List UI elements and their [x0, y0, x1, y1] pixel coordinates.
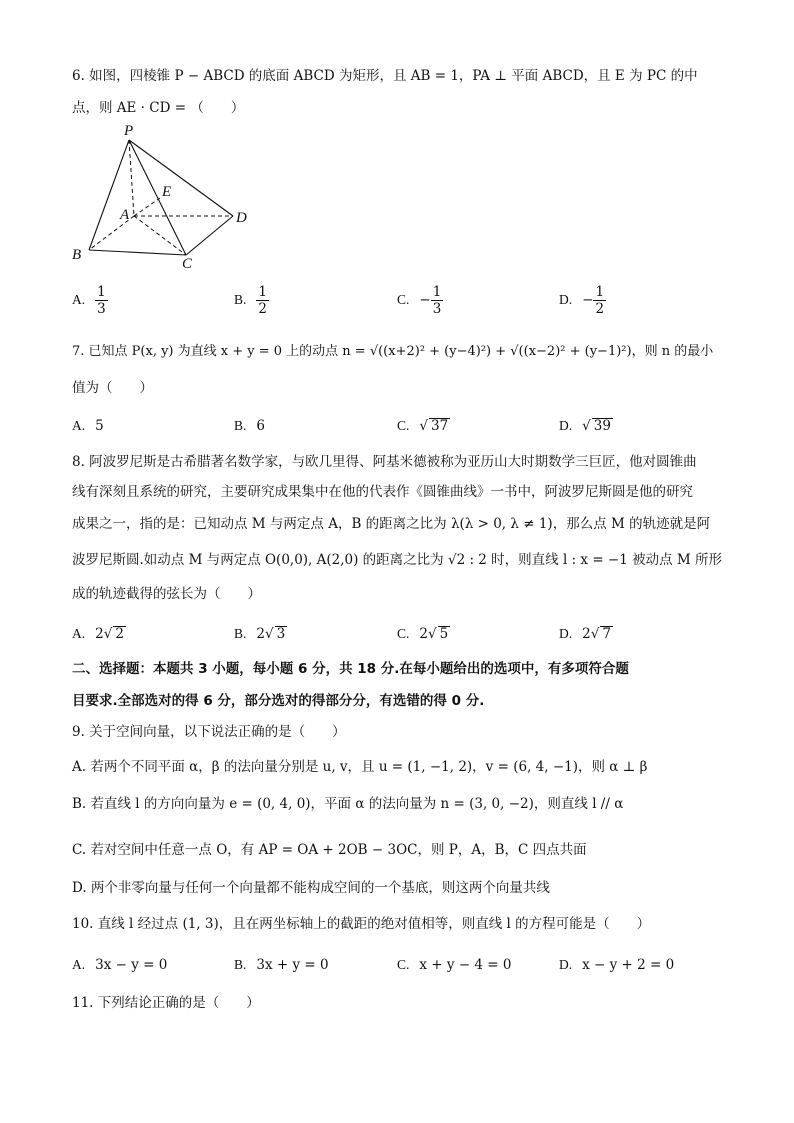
q6-stem-line1: 6. 如图，四棱锥 P − ABCD 的底面 ABCD 为矩形，且 AB = 1，PA ⊥ 平面 ABCD，且 E 为 PC 的中 [72, 68, 698, 84]
edge-PA [129, 140, 134, 216]
q6-options [72, 280, 732, 320]
q6-stem-line2: 点，则 AE · CD = （ ） [72, 100, 245, 116]
q7-stem-line2: 值为（ ） [72, 380, 153, 396]
edge-CD [186, 216, 233, 255]
q8-stem-line5: 成的轨迹截得的弦长为（ ） [72, 586, 261, 602]
q7-options [72, 406, 732, 446]
q9-option-d[interactable]: D. 两个非零向量与任何一个向量都不能构成空间的一个基底，则这两个向量共线 [72, 880, 550, 896]
q6-option-c[interactable]: C. − $\frac{1}{3}$ [397, 283, 442, 317]
sqrt-icon: √ [427, 626, 437, 642]
sqrt-icon: √ [582, 418, 591, 434]
q7-option-a[interactable]: A. 5 [72, 418, 104, 434]
q7-stem-line1: 7. 已知点 P(x, y) 为直线 x + y = 0 上的动点 n = √((x+2)² + (y−4)²) + √((x−2)² + (y−1)²)，则 n 的最小 [72, 344, 714, 359]
q9-option-a[interactable]: A. 若两个不同平面 α，β 的法向量分别是 u, v，且 u = (1, −1, 2)，v = (6, 4, −1)，则 α ⊥ β [72, 759, 648, 775]
q9-option-c[interactable]: C. 若对空间中任意一点 O，有 AP = OA + 2OB − 3OC，则 P，A，B，C 四点共面 [72, 842, 587, 858]
q6-option-d[interactable]: D. − $\frac{1}{2}$ [559, 283, 605, 317]
pyramid-figure [68, 118, 268, 270]
q8-stem-line3: 成果之一，指的是：已知动点 M 与两定点 A，B 的距离之比为 λ(λ > 0, λ ≠ 1)，那么点 M 的轨迹就是阿 [72, 516, 711, 532]
label-B: B [72, 247, 82, 263]
segment-AE [134, 198, 160, 216]
q10-option-a[interactable]: A. 3x − y = 0 [72, 957, 168, 973]
label-D: D [236, 210, 247, 226]
q8-stem-line2: 线有深刻且系统的研究，主要研究成果集中在他的代表作《圆锥曲线》一书中，阿波罗尼斯圆是他的研究 [72, 484, 693, 500]
q8-options [72, 614, 732, 654]
label-C: C [182, 256, 193, 270]
fraction: $\frac{1}{2}$ [595, 283, 605, 317]
q9-stem: 9. 关于空间向量，以下说法正确的是（ ） [72, 724, 346, 740]
q10-option-c[interactable]: C. x + y − 4 = 0 [397, 957, 512, 973]
q8-stem-line4: 波罗尼斯圆.如动点 M 与两定点 O(0,0), A(2,0) 的距离之比为 √2 : 2 时，则直线 l : x = −1 被动点 M 所形 [72, 552, 723, 568]
q6-option-b[interactable]: B. $\frac{1}{2}$ [234, 283, 267, 317]
edge-PB [89, 140, 129, 250]
q9-option-b[interactable]: B. 若直线 l 的方向向量为 e = (0, 4, 0)，平面 α 的法向量为 n = (3, 0, −2)，则直线 l // α [72, 796, 624, 812]
label-A: A [120, 207, 130, 223]
edge-PC [129, 140, 186, 255]
q6-option-a[interactable]: A. $\frac{1}{3}$ [72, 283, 106, 317]
q7-option-d[interactable]: D. √ 39 [559, 418, 611, 434]
sqrt-icon: √ [419, 418, 428, 434]
sqrt-icon: √ [264, 626, 274, 642]
q8-option-d[interactable]: D. 2 √ 7 [559, 626, 611, 642]
q11-stem: 11. 下列结论正确的是（ ） [72, 995, 260, 1011]
q7-option-b[interactable]: B. 6 [234, 418, 265, 434]
section-heading-line1: 二、选择题：本题共 3 小题，每小题 6 分，共 18 分.在每小题给出的选项中，有多项符合题 [72, 661, 629, 677]
section-heading-line2: 目要求.全部选对的得 6 分，部分选对的得部分分，有选错的得 0 分. [72, 693, 485, 709]
q8-option-a[interactable]: A. 2 √ 2 [72, 626, 124, 642]
q7-option-c[interactable]: C. √ 37 [397, 418, 449, 434]
q8-option-b[interactable]: B. 2 √ 3 [234, 626, 286, 642]
edge-PD [129, 140, 233, 216]
edge-BC [89, 250, 186, 255]
sqrt-icon: √ [103, 626, 113, 642]
fraction: $\frac{1}{3}$ [97, 283, 106, 317]
q10-option-b[interactable]: B. 3x + y = 0 [234, 957, 329, 973]
q10-options [72, 945, 732, 985]
fraction: $\frac{1}{2}$ [258, 283, 267, 317]
q10-stem: 10. 直线 l 经过点 (1, 3)，且在两坐标轴上的截距的绝对值相等，则直线 l 的方程可能是（ ） [72, 916, 651, 932]
sqrt-icon: √ [590, 626, 600, 642]
q8-option-c[interactable]: C. 2 √ 5 [397, 626, 449, 642]
edge-AC [134, 216, 186, 255]
q10-option-d[interactable]: D. x − y + 2 = 0 [559, 957, 675, 973]
fraction: $\frac{1}{3}$ [432, 283, 442, 317]
label-E: E [162, 184, 172, 200]
label-P: P [124, 123, 134, 139]
q8-stem-line1: 8. 阿波罗尼斯是古希腊著名数学家，与欧几里得、阿基米德被称为亚历山大时期数学三巨匠，他对圆锥曲 [72, 454, 697, 470]
